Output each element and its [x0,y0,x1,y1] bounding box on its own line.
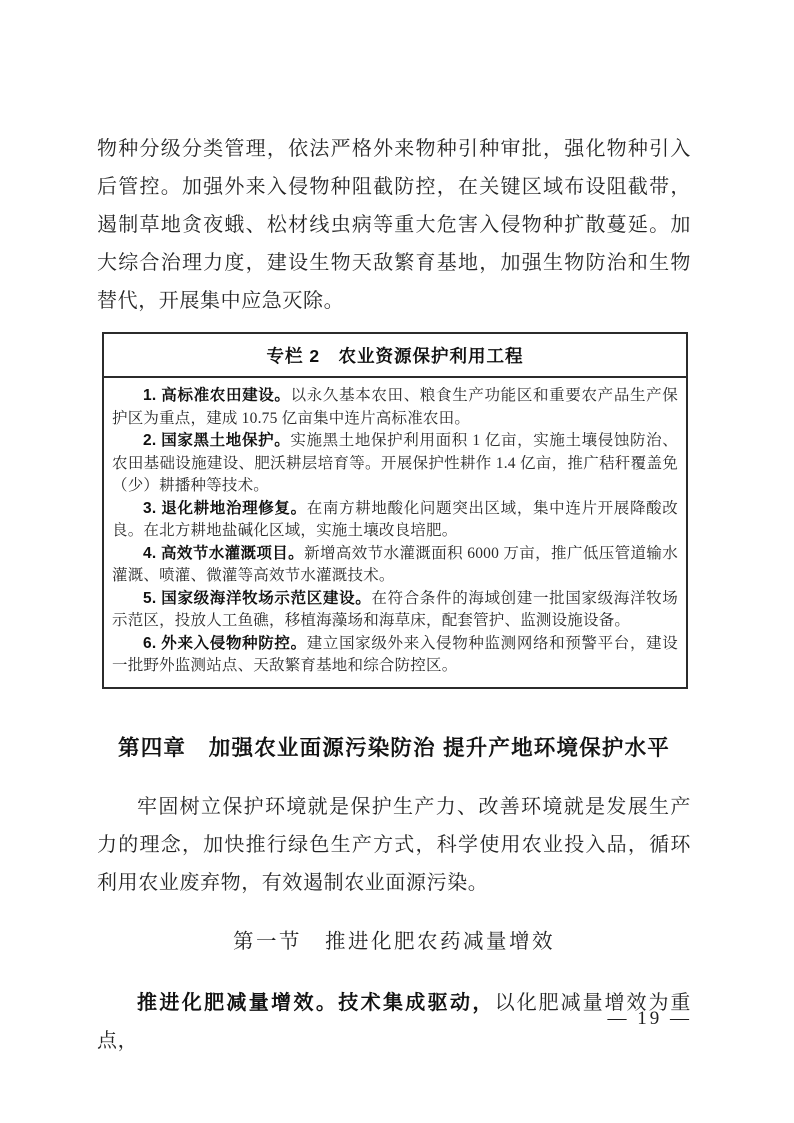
box-item-4-text: 新增高效节水灌溉面积 6000 万亩，推广低压管道输水灌溉、喷灌、微灌等高效节水灌溉技术。 [112,544,678,584]
closing-paragraph-lead: 推进化肥减量增效。技术集成驱动， [137,991,495,1014]
box-item-2 [112,430,678,498]
box-item-6-text: 建立国家级外来入侵物种监测网络和预警平台，建设一批野外监测站点、天敌繁育基地和综合防控区。 [112,634,678,674]
box-item-5 [112,588,678,633]
section-heading: 第一节 推进化肥农药减量增效 [233,930,555,953]
box-item-4 [112,543,678,588]
chapter-paragraph: 牢固树立保护环境就是保护生产力、改善环境就是发展生产力的理念，加快推行绿色生产方式，科学使用农业投入品，循环利用农业废弃物，有效遏制农业面源污染。 [97,795,691,894]
box-item-2-label: 2. 国家黑土地保护。 [143,432,291,449]
box-item-3-label: 3. 退化耕地治理修复。 [143,499,307,517]
box-item-6 [112,633,678,678]
feature-box [102,332,688,689]
box-item-4-label: 4. 高效节水灌溉项目。 [143,544,305,562]
box-item-3-text: 在南方耕地酸化问题突出区域，集中连片开展降酸改良。在北方耕地盐碱化区域，实施土壤改良培肥。 [112,499,678,539]
closing-paragraph-rest: 以化肥减量增效为重点， [97,991,691,1052]
page-number: — 19 — [607,1008,692,1029]
box-item-1-label: 1. 高标准农田建设。 [143,387,291,404]
box-item-2-text: 实施黑土地保护利用面积 1 亿亩，实施土壤侵蚀防治、农田基础设施建设、肥沃耕层培育等。开展保护性耕作 1.4 亿亩，推广秸秆覆盖免（少）耕播种等技术。 [112,432,679,494]
intro-paragraph: 物种分级分类管理，依法严格外来物种引种审批，强化物种引入后管控。加强外来入侵物种阻截防控，在关键区域布设阻截带，遏制草地贪夜蛾、松材线虫病等重大危害入侵物种扩散蔓延。加大综合治理力度，建设生物天敌繁育基地，加强生物防治和生物替代，开展集中应急灭除。 [97,138,691,312]
box-item-3 [112,498,678,543]
feature-box-title: 专栏 2 农业资源保护利用工程 [104,334,686,378]
box-item-5-label: 5. 国家级海洋牧场示范区建设。 [143,589,372,607]
chapter-heading: 第四章 加强农业面源污染防治 提升产地环境保护水平 [118,735,670,760]
closing-paragraph [97,984,691,1060]
box-item-6-label: 6. 外来入侵物种防控。 [143,634,307,652]
page-content [97,130,691,1060]
box-item-1 [112,385,678,430]
box-item-5-text: 在符合条件的海域创建一批国家级海洋牧场示范区，投放人工鱼礁，移植海藻场和海草床，配套管护、监测设施设备。 [112,589,678,629]
box-item-1-text: 以永久基本农田、粮食生产功能区和重要农产品生产保护区为重点，建成 10.75 亿亩集中连片高标准农田。 [112,387,678,427]
feature-box-body [104,378,686,687]
